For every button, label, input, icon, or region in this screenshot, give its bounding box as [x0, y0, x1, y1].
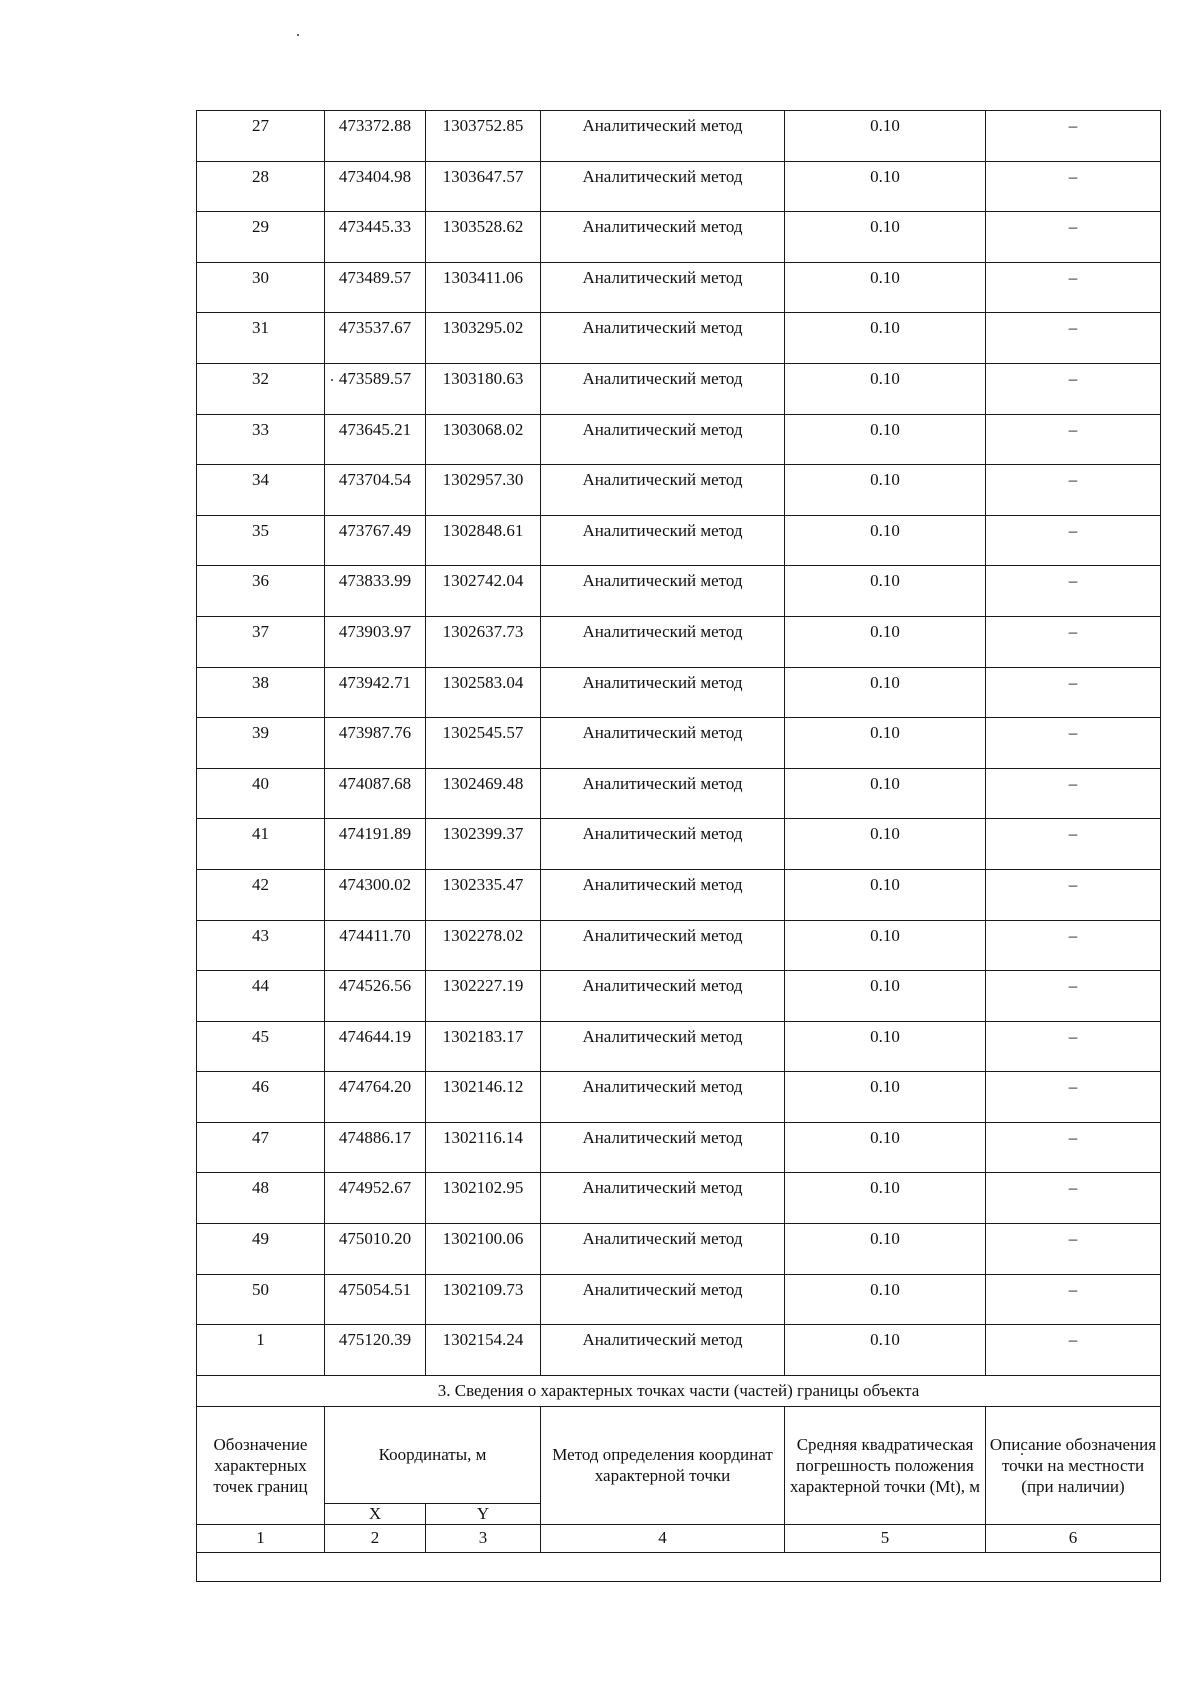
- empty-cell: [197, 1552, 1161, 1581]
- table-row: [197, 971, 1161, 1022]
- method-cell: Аналитический метод: [541, 616, 785, 667]
- section-3-title-row: [197, 1375, 1161, 1406]
- method-cell: Аналитический метод: [541, 465, 785, 516]
- point-number-cell: 32: [197, 363, 325, 414]
- method-cell: Аналитический метод: [541, 1274, 785, 1325]
- error-cell: 0.10: [785, 1021, 986, 1072]
- column-number: 1: [197, 1524, 325, 1552]
- coordinate-x-cell: 473445.33: [325, 212, 426, 263]
- description-cell: –: [986, 1173, 1161, 1224]
- description-cell: –: [986, 920, 1161, 971]
- coordinate-x-cell: 474191.89: [325, 819, 426, 870]
- coordinate-y-cell: 1302278.02: [426, 920, 541, 971]
- column-number: 2: [325, 1524, 426, 1552]
- description-cell: –: [986, 667, 1161, 718]
- table-row: [197, 363, 1161, 414]
- coordinate-y-cell: 1302227.19: [426, 971, 541, 1022]
- point-number-cell: 38: [197, 667, 325, 718]
- column-numbers-row: [197, 1524, 1161, 1552]
- coordinate-x-cell: 474411.70: [325, 920, 426, 971]
- table-row: [197, 768, 1161, 819]
- header-x: X: [325, 1503, 426, 1524]
- method-cell: Аналитический метод: [541, 111, 785, 162]
- header-coordinates: Координаты, м: [325, 1406, 541, 1503]
- table-row: [197, 465, 1161, 516]
- point-number-cell: 30: [197, 262, 325, 313]
- coordinate-y-cell: 1302100.06: [426, 1224, 541, 1275]
- description-cell: –: [986, 1325, 1161, 1376]
- table-row: [197, 414, 1161, 465]
- coordinate-y-cell: 1302742.04: [426, 566, 541, 617]
- method-cell: Аналитический метод: [541, 667, 785, 718]
- point-number-cell: 40: [197, 768, 325, 819]
- table-row: [197, 212, 1161, 263]
- point-number-cell: 35: [197, 515, 325, 566]
- coordinate-x-cell: 473767.49: [325, 515, 426, 566]
- method-cell: Аналитический метод: [541, 718, 785, 769]
- coordinate-x-cell: 473833.99: [325, 566, 426, 617]
- error-cell: 0.10: [785, 768, 986, 819]
- coordinate-y-cell: 1302583.04: [426, 667, 541, 718]
- coordinate-x-cell: 474886.17: [325, 1122, 426, 1173]
- coordinates-table-body: [197, 111, 1161, 1376]
- point-number-cell: 37: [197, 616, 325, 667]
- error-cell: 0.10: [785, 971, 986, 1022]
- point-number-cell: 33: [197, 414, 325, 465]
- method-cell: Аналитический метод: [541, 161, 785, 212]
- description-cell: –: [986, 566, 1161, 617]
- method-cell: Аналитический метод: [541, 313, 785, 364]
- description-cell: –: [986, 465, 1161, 516]
- error-cell: 0.10: [785, 414, 986, 465]
- scan-speck: [297, 34, 299, 36]
- error-cell: 0.10: [785, 1122, 986, 1173]
- coordinate-x-cell: 473987.76: [325, 718, 426, 769]
- error-cell: 0.10: [785, 1325, 986, 1376]
- table-row: [197, 616, 1161, 667]
- description-cell: –: [986, 869, 1161, 920]
- coordinate-x-cell: 473537.67: [325, 313, 426, 364]
- coordinates-table: [196, 110, 1161, 1582]
- table-row: [197, 819, 1161, 870]
- coordinate-y-cell: 1302146.12: [426, 1072, 541, 1123]
- point-number-cell: 1: [197, 1325, 325, 1376]
- point-number-cell: 36: [197, 566, 325, 617]
- point-number-cell: 28: [197, 161, 325, 212]
- coordinate-x-cell: 474644.19: [325, 1021, 426, 1072]
- error-cell: 0.10: [785, 667, 986, 718]
- coordinate-y-cell: 1303647.57: [426, 161, 541, 212]
- coordinate-y-cell: 1302399.37: [426, 819, 541, 870]
- coordinate-x-cell: 473645.21: [325, 414, 426, 465]
- table-row: [197, 161, 1161, 212]
- table-row: [197, 111, 1161, 162]
- coordinate-x-cell: 475010.20: [325, 1224, 426, 1275]
- description-cell: –: [986, 768, 1161, 819]
- coordinate-x-cell: 474087.68: [325, 768, 426, 819]
- point-number-cell: 45: [197, 1021, 325, 1072]
- error-cell: 0.10: [785, 1224, 986, 1275]
- point-number-cell: 48: [197, 1173, 325, 1224]
- table-row: [197, 869, 1161, 920]
- table-row: [197, 1122, 1161, 1173]
- coordinate-y-cell: 1302848.61: [426, 515, 541, 566]
- method-cell: Аналитический метод: [541, 920, 785, 971]
- point-number-cell: 41: [197, 819, 325, 870]
- error-cell: 0.10: [785, 1173, 986, 1224]
- error-cell: 0.10: [785, 363, 986, 414]
- point-number-cell: 47: [197, 1122, 325, 1173]
- section-3-block: [197, 1375, 1161, 1581]
- header-designation: Обозначение характерных точек границ: [197, 1406, 325, 1524]
- point-number-cell: 34: [197, 465, 325, 516]
- coordinate-x-cell: 473704.54: [325, 465, 426, 516]
- coordinate-x-cell: 474952.67: [325, 1173, 426, 1224]
- coordinate-y-cell: 1303068.02: [426, 414, 541, 465]
- coordinate-y-cell: 1302545.57: [426, 718, 541, 769]
- table-row: [197, 1274, 1161, 1325]
- table-row: [197, 718, 1161, 769]
- section-3-header-row: [197, 1406, 1161, 1503]
- method-cell: Аналитический метод: [541, 869, 785, 920]
- description-cell: –: [986, 1021, 1161, 1072]
- table-row: [197, 1224, 1161, 1275]
- description-cell: –: [986, 111, 1161, 162]
- error-cell: 0.10: [785, 212, 986, 263]
- description-cell: –: [986, 313, 1161, 364]
- method-cell: Аналитический метод: [541, 262, 785, 313]
- header-error: Средняя квадратическая погрешность положения характерной точки (Mt), м: [785, 1406, 986, 1524]
- method-cell: Аналитический метод: [541, 515, 785, 566]
- method-cell: Аналитический метод: [541, 1122, 785, 1173]
- method-cell: Аналитический метод: [541, 1224, 785, 1275]
- method-cell: Аналитический метод: [541, 819, 785, 870]
- table-row: [197, 262, 1161, 313]
- method-cell: Аналитический метод: [541, 1173, 785, 1224]
- description-cell: –: [986, 1122, 1161, 1173]
- column-number: 5: [785, 1524, 986, 1552]
- header-y: Y: [426, 1503, 541, 1524]
- error-cell: 0.10: [785, 718, 986, 769]
- coordinate-y-cell: 1302335.47: [426, 869, 541, 920]
- coordinate-x-cell: 475120.39: [325, 1325, 426, 1376]
- error-cell: 0.10: [785, 515, 986, 566]
- error-cell: 0.10: [785, 313, 986, 364]
- method-cell: Аналитический метод: [541, 566, 785, 617]
- coordinate-x-cell: 473589.57: [325, 363, 426, 414]
- method-cell: Аналитический метод: [541, 1072, 785, 1123]
- method-cell: Аналитический метод: [541, 971, 785, 1022]
- description-cell: –: [986, 1224, 1161, 1275]
- point-number-cell: 43: [197, 920, 325, 971]
- error-cell: 0.10: [785, 566, 986, 617]
- column-number: 6: [986, 1524, 1161, 1552]
- method-cell: Аналитический метод: [541, 414, 785, 465]
- coordinate-y-cell: 1303528.62: [426, 212, 541, 263]
- description-cell: –: [986, 262, 1161, 313]
- error-cell: 0.10: [785, 262, 986, 313]
- description-cell: –: [986, 363, 1161, 414]
- coordinate-y-cell: 1302154.24: [426, 1325, 541, 1376]
- header-method: Метод определения координат характерной точки: [541, 1406, 785, 1524]
- point-number-cell: 29: [197, 212, 325, 263]
- table-row: [197, 1021, 1161, 1072]
- point-number-cell: 31: [197, 313, 325, 364]
- column-number: 4: [541, 1524, 785, 1552]
- coordinate-y-cell: 1303295.02: [426, 313, 541, 364]
- column-number: 3: [426, 1524, 541, 1552]
- table-row: [197, 566, 1161, 617]
- error-cell: 0.10: [785, 920, 986, 971]
- coordinate-x-cell: 473942.71: [325, 667, 426, 718]
- point-number-cell: 42: [197, 869, 325, 920]
- point-number-cell: 50: [197, 1274, 325, 1325]
- coordinate-y-cell: 1302637.73: [426, 616, 541, 667]
- coordinate-x-cell: 473903.97: [325, 616, 426, 667]
- description-cell: –: [986, 718, 1161, 769]
- description-cell: –: [986, 212, 1161, 263]
- point-number-cell: 46: [197, 1072, 325, 1123]
- description-cell: –: [986, 1274, 1161, 1325]
- error-cell: 0.10: [785, 111, 986, 162]
- coordinate-y-cell: 1303411.06: [426, 262, 541, 313]
- coordinate-y-cell: 1302957.30: [426, 465, 541, 516]
- point-number-cell: 39: [197, 718, 325, 769]
- method-cell: Аналитический метод: [541, 212, 785, 263]
- coordinate-y-cell: 1302183.17: [426, 1021, 541, 1072]
- error-cell: 0.10: [785, 1072, 986, 1123]
- table-row: [197, 1173, 1161, 1224]
- method-cell: Аналитический метод: [541, 363, 785, 414]
- table-row: [197, 667, 1161, 718]
- coordinate-x-cell: 473489.57: [325, 262, 426, 313]
- description-cell: –: [986, 971, 1161, 1022]
- coordinate-y-cell: 1303752.85: [426, 111, 541, 162]
- point-number-cell: 27: [197, 111, 325, 162]
- coordinate-y-cell: 1302102.95: [426, 1173, 541, 1224]
- table-row: [197, 920, 1161, 971]
- method-cell: Аналитический метод: [541, 1021, 785, 1072]
- empty-row: [197, 1552, 1161, 1581]
- error-cell: 0.10: [785, 616, 986, 667]
- description-cell: –: [986, 414, 1161, 465]
- point-number-cell: 49: [197, 1224, 325, 1275]
- description-cell: –: [986, 1072, 1161, 1123]
- point-number-cell: 44: [197, 971, 325, 1022]
- coordinate-y-cell: 1302116.14: [426, 1122, 541, 1173]
- method-cell: Аналитический метод: [541, 768, 785, 819]
- coordinate-x-cell: 475054.51: [325, 1274, 426, 1325]
- coordinate-x-cell: 473404.98: [325, 161, 426, 212]
- error-cell: 0.10: [785, 869, 986, 920]
- coordinate-y-cell: 1303180.63: [426, 363, 541, 414]
- error-cell: 0.10: [785, 819, 986, 870]
- coordinate-y-cell: 1302109.73: [426, 1274, 541, 1325]
- table-row: [197, 313, 1161, 364]
- coordinate-x-cell: 474526.56: [325, 971, 426, 1022]
- error-cell: 0.10: [785, 161, 986, 212]
- description-cell: –: [986, 819, 1161, 870]
- coordinate-x-cell: 473372.88: [325, 111, 426, 162]
- header-description: Описание обозначения точки на местности (при наличии): [986, 1406, 1161, 1524]
- description-cell: –: [986, 616, 1161, 667]
- description-cell: –: [986, 161, 1161, 212]
- section-3-title: 3. Сведения о характерных точках части (частей) границы объекта: [197, 1375, 1161, 1406]
- coordinate-x-cell: 474764.20: [325, 1072, 426, 1123]
- coordinate-x-cell: 474300.02: [325, 869, 426, 920]
- table-row: [197, 1072, 1161, 1123]
- table-row: [197, 515, 1161, 566]
- coordinate-y-cell: 1302469.48: [426, 768, 541, 819]
- error-cell: 0.10: [785, 1274, 986, 1325]
- table-row: [197, 1325, 1161, 1376]
- method-cell: Аналитический метод: [541, 1325, 785, 1376]
- error-cell: 0.10: [785, 465, 986, 516]
- description-cell: –: [986, 515, 1161, 566]
